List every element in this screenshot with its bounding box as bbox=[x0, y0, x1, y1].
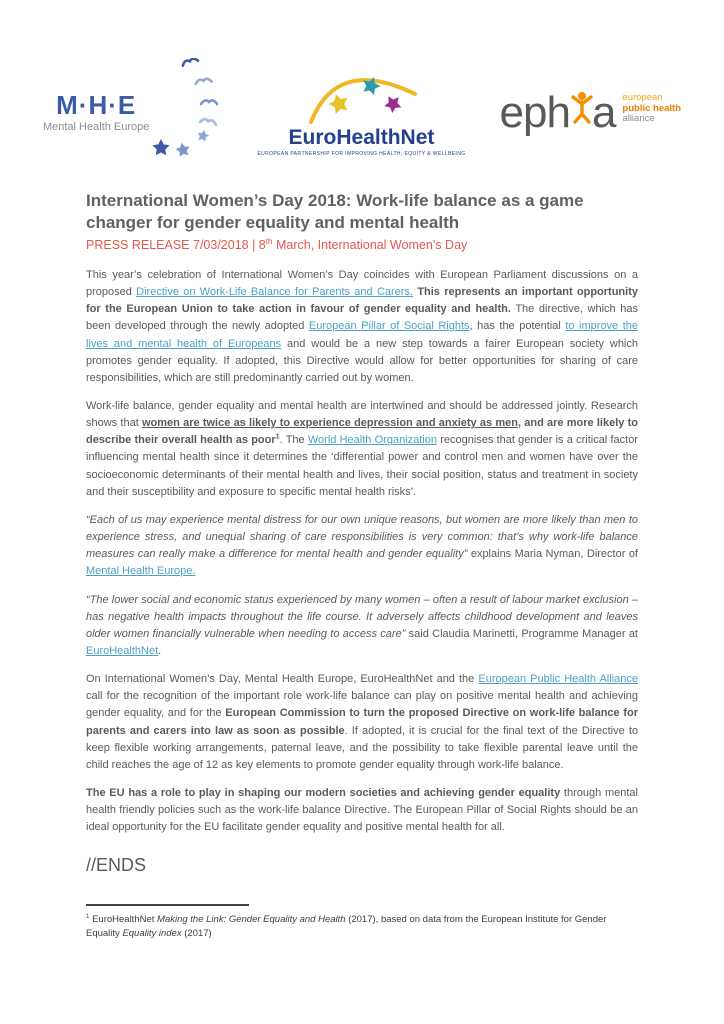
epha-wordmark-right: a bbox=[591, 88, 616, 138]
logo-band bbox=[0, 0, 724, 168]
text-segment: Making the Link: Gender Equality and Health bbox=[157, 913, 346, 925]
text-segment: The EU has a role to play in shaping our modern societies and achieving gender equality bbox=[86, 787, 561, 800]
text-segment: EuroHealthNet bbox=[89, 913, 158, 925]
epha-line-public-health: public health bbox=[622, 102, 682, 114]
footnote bbox=[86, 913, 638, 942]
eurohealthnet-tagline: EUROPEAN PARTNERSHIP FOR IMPROVING HEALTH, EQUITY & WELLBEING bbox=[257, 150, 466, 157]
paragraph-eu-role bbox=[86, 785, 638, 836]
text-segment: Work-life balance, gender equality and mental health are intertwined and should be addressed jointly. Research shows that bbox=[86, 399, 638, 430]
eurohealthnet-wordmark: EuroHealthNet bbox=[288, 125, 435, 149]
text-segment: 1 bbox=[275, 432, 280, 441]
epha-line-alliance: alliance bbox=[622, 113, 655, 125]
mhe-logo-text bbox=[42, 89, 150, 133]
text-segment: , and are more likely to describe their overall health as poor bbox=[86, 417, 639, 447]
text-segment: On International Women’s Day, Mental Health Europe, EuroHealthNet and the bbox=[86, 673, 479, 686]
mhe-acronym: M·H·E bbox=[56, 89, 137, 120]
epha-logo bbox=[499, 88, 682, 138]
mhe-stars-birds-icon bbox=[151, 58, 223, 167]
inline-link[interactable]: World Health Organization bbox=[307, 434, 437, 447]
mhe-name: Mental Health Europe bbox=[42, 120, 150, 133]
text-segment: “The lower social and economic status experienced by many women – often a result of labour market exclusion – has negative health impacts throughout the life course. It adversely affects childhood development and leaves older women financially vulnerable when needing to access care” bbox=[86, 593, 638, 640]
text-segment: women are twice as likely to experience depression and anxiety as men bbox=[141, 417, 518, 430]
text-segment: The directive, which has been developed through the newly adopted bbox=[86, 303, 639, 333]
text-segment: PRESS RELEASE 7/03/2018 | 8 bbox=[86, 237, 266, 252]
text-segment: March, International Women’s Day bbox=[272, 237, 468, 252]
epha-logo-text bbox=[622, 93, 681, 132]
epha-wordmark-left: eph bbox=[499, 88, 570, 138]
inline-link[interactable]: European Pillar of Social Rights bbox=[308, 320, 470, 333]
epha-line-european: european bbox=[622, 91, 663, 103]
text-segment: recognises that gender is a critical factor influencing mental health since it determines the ‘differential power and control men and women have over the socioeconomic determinants of their mental health and lives, their social position, status and treatment in society and their susceptibility and exposure to specific mental health risks’. bbox=[86, 434, 638, 498]
eurohealthnet-arc-stars-icon bbox=[297, 111, 425, 128]
footnote-separator bbox=[86, 904, 249, 906]
document-title: International Women’s Day 2018: Work-life balance as a game changer for gender equality and mental health bbox=[86, 191, 584, 233]
text-segment: Equality index bbox=[122, 927, 182, 939]
paragraph-research bbox=[86, 398, 638, 501]
text-segment: through mental health friendly policies such as the work-life balance Directive. The European Pillar of Social Rights should be an ideal opportunity for the EU facilitate gender equality and positive mental health for all. bbox=[86, 787, 638, 834]
text-segment: said Claudia Marinetti, Programme Manager at bbox=[405, 627, 638, 640]
text-segment: call for the recognition of the important role work-life balance can play on positive mental health and achieving gender equality, and for the bbox=[86, 690, 638, 720]
text-segment: explains Maria Nyman, Director of bbox=[467, 548, 638, 561]
eurohealthnet-logo bbox=[257, 68, 465, 157]
inline-link[interactable]: Mental Health Europe. bbox=[86, 565, 196, 578]
text-segment: 1 bbox=[86, 912, 90, 920]
press-release-line bbox=[86, 238, 638, 253]
text-segment: This year’s celebration of International Women’s Day coincides with European Parliament discussions on a proposed bbox=[86, 268, 638, 299]
paragraph-call-to-action bbox=[86, 671, 638, 774]
inline-link[interactable]: Directive on Work-Life Balance for Parents and Carers. bbox=[136, 286, 414, 299]
text-segment: , has the potential bbox=[469, 320, 566, 333]
quote-maria-nyman bbox=[86, 512, 638, 581]
ends-marker: //ENDS bbox=[86, 854, 147, 875]
epha-wordmark bbox=[499, 88, 616, 138]
text-segment: “Each of us may experience mental distress for our own unique reasons, but women are more likely than men to experience stress, and unequal sharing of care responsibilities is very common: that’s why work-life balance measures can really make a difference for mental health and gender equality” bbox=[86, 513, 638, 561]
inline-link[interactable]: to improve the lives and mental health of Europeans bbox=[86, 320, 638, 350]
document-content bbox=[86, 190, 638, 941]
text-segment: . The bbox=[279, 434, 308, 447]
mhe-logo bbox=[43, 58, 223, 167]
text-segment: . If adopted, it is crucial for the final text of the Directive to keep flexible working arrangements, paternal leave, and the possibility to take flexible parental leave until the child reaches the age of 12 as key elements to promote gender equality through work-life balance. bbox=[86, 724, 638, 771]
text-segment: th bbox=[265, 236, 273, 246]
text-segment: and would be a new step towards a fairer European society which promotes gender equality. If adopted, this Directive would allow for better opportunities for sharing of care responsibilities, which are still predominantly carried out by women. bbox=[86, 337, 638, 384]
text-segment: . bbox=[158, 645, 162, 657]
inline-link[interactable]: EuroHealthNet bbox=[86, 645, 159, 657]
text-segment: This represents an important opportunity for the European Union to take action in favour of gender equality and health. bbox=[86, 286, 638, 316]
quote-claudia-marinetti bbox=[86, 592, 638, 661]
text-segment: (2017) bbox=[181, 927, 212, 939]
text-segment: (2017), based on data from the European Institute for Gender Equality bbox=[86, 913, 607, 939]
text-segment: European Commission to turn the proposed Directive on work-life balance for parents and carers into law as soon as possible bbox=[86, 707, 638, 737]
paragraph-intro bbox=[86, 267, 638, 387]
inline-link[interactable]: European Public Health Alliance bbox=[478, 673, 638, 686]
